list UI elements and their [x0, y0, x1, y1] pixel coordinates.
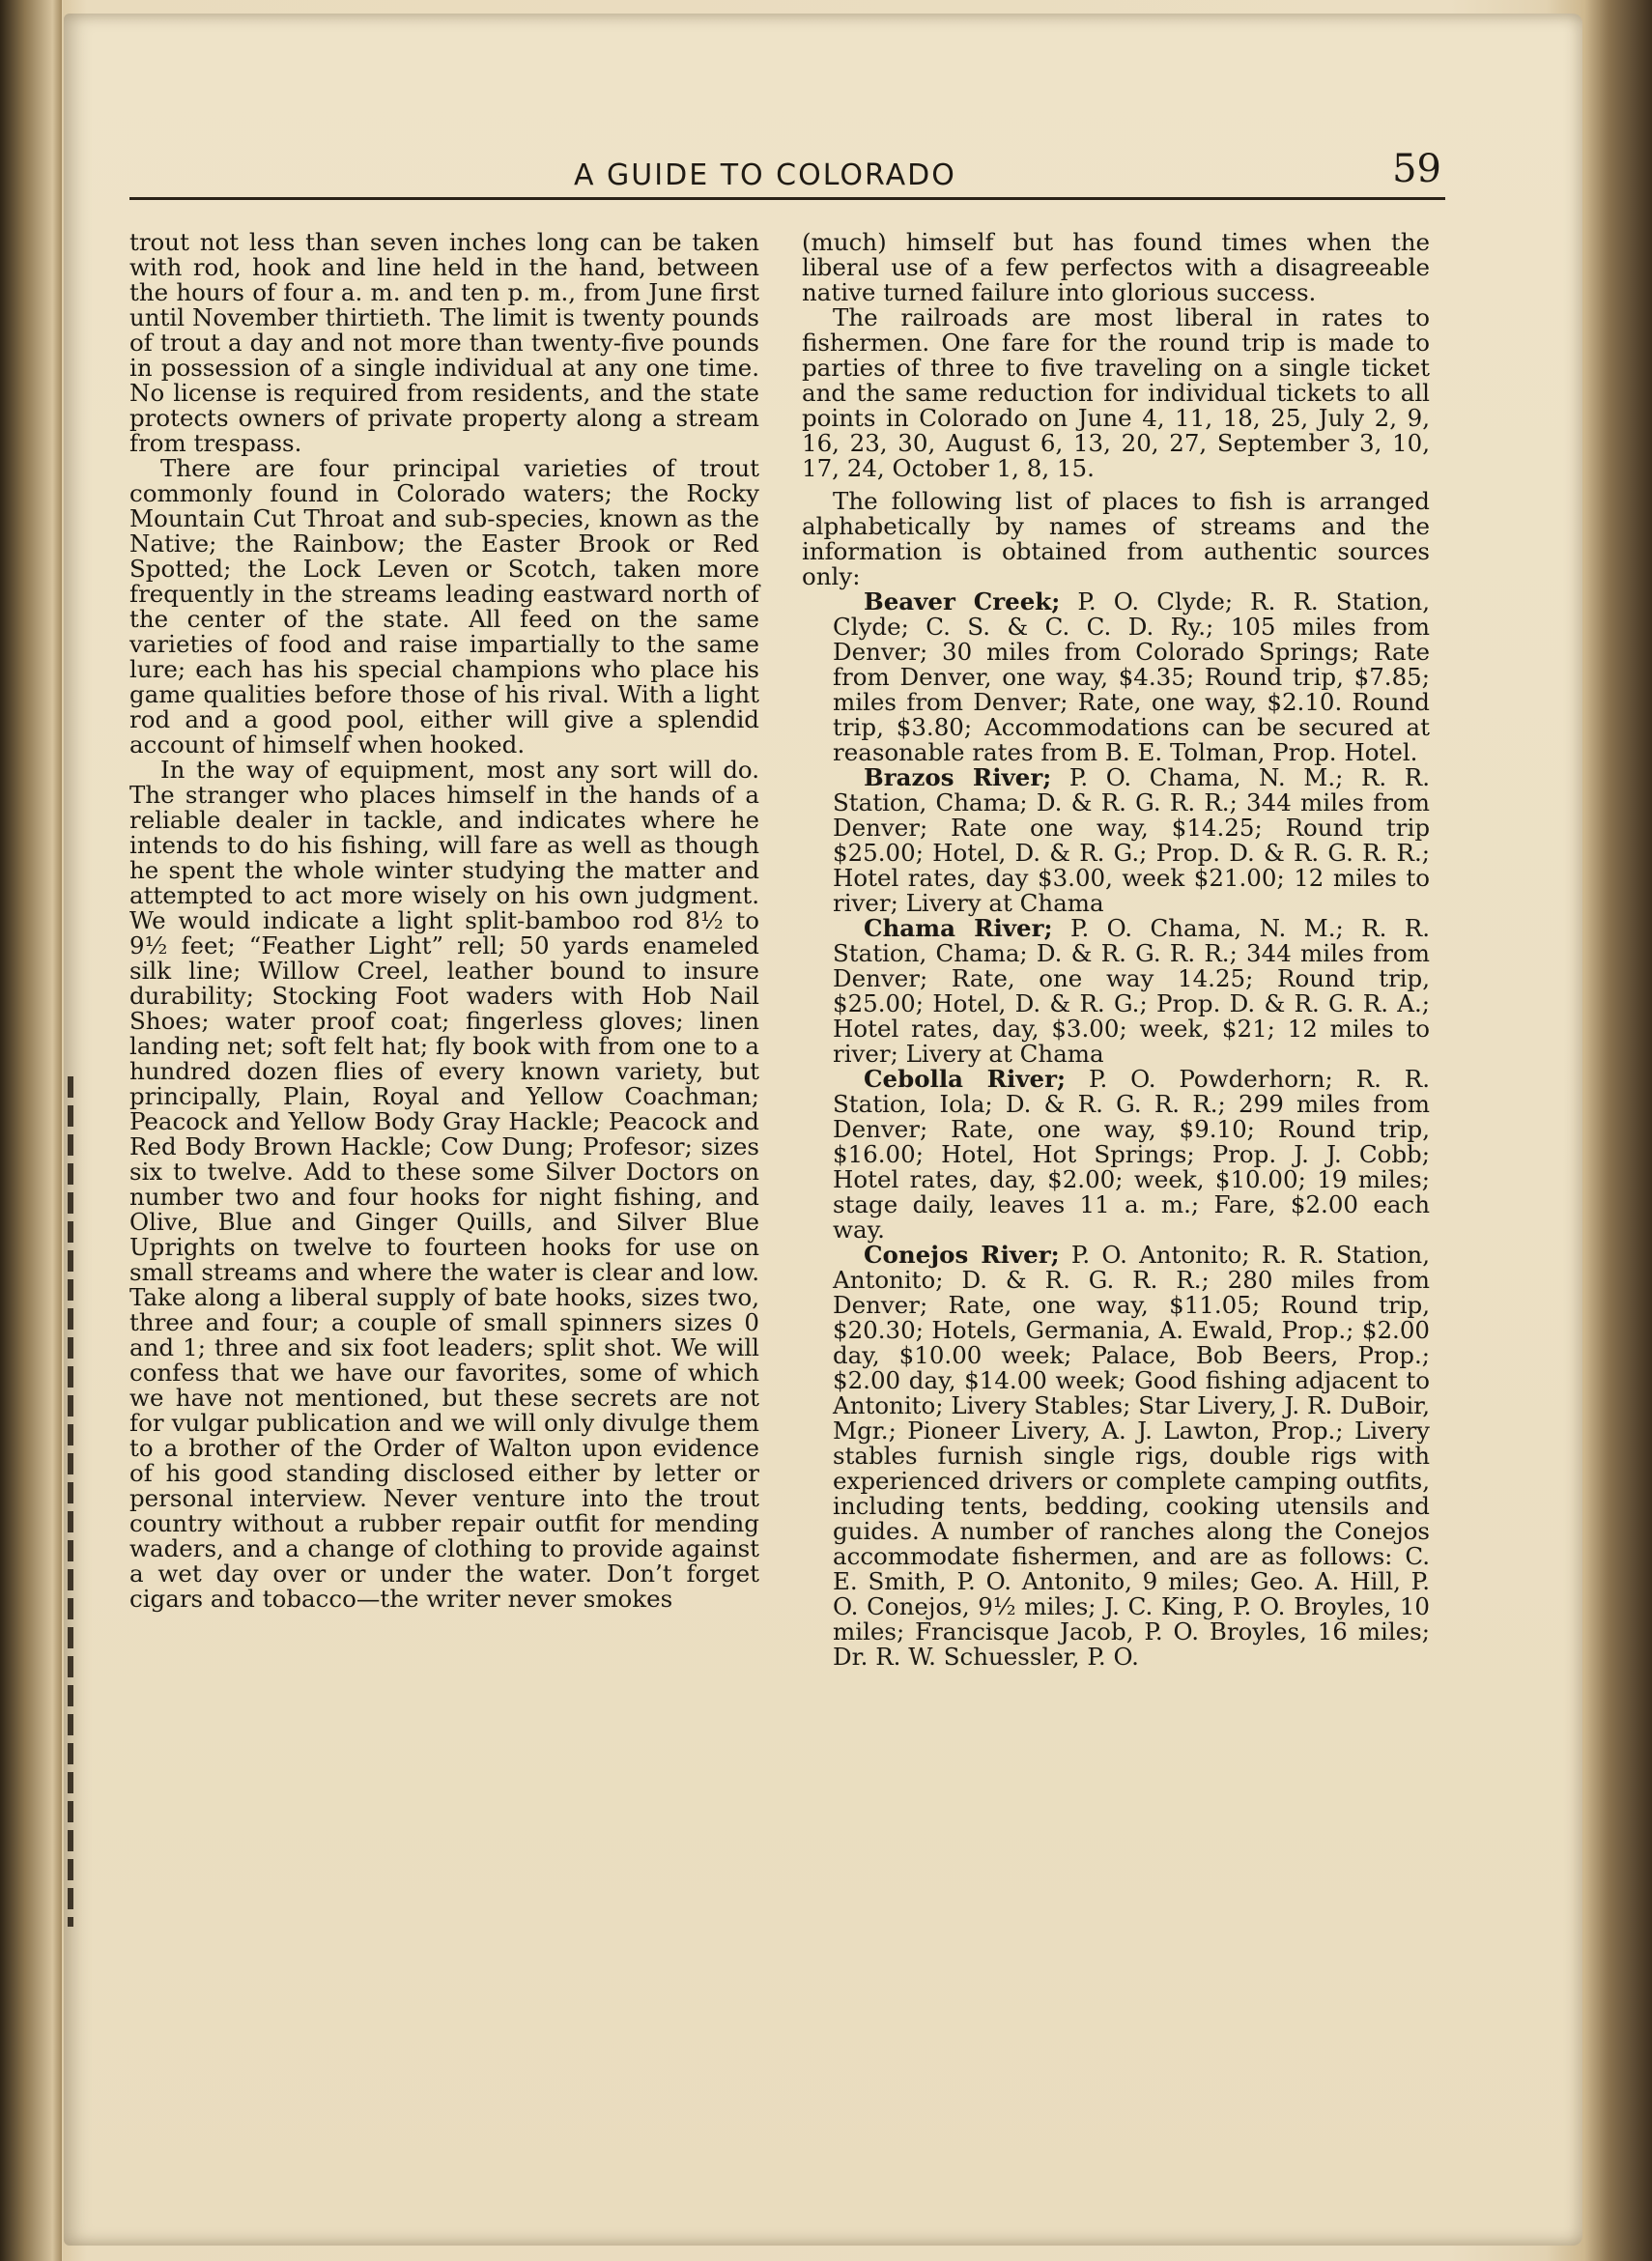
paragraph: The following list of places to fish is arranged alphabetically by names of streams and the information is obtained from authentic sources only: [802, 487, 1430, 590]
list-item [802, 1067, 1430, 1243]
stream-name: Brazos River; [864, 763, 1052, 791]
list-item [802, 916, 1430, 1067]
previous-page-edge [0, 0, 62, 2261]
right-column [802, 230, 1430, 1670]
stream-details: P. O. Clyde; R. R. Station, Clyde; C. S. & C. C. D. Ry.; 105 miles from Denver; 30 miles from Colorado Springs; Rate from Denver, one way, $4.35; Round trip, $7.85; miles from Denver; Rate, one way, $2.10. Round trip, $3.80; Accommodations can be secured at reasonable rates from B. E. Tolman, Prop. Hotel. [833, 587, 1430, 766]
running-header [129, 147, 1445, 200]
paragraph: There are four principal varieties of trout commonly found in Colorado waters; the Rocky Mountain Cut Throat and sub-species, known as the Native; the Rainbow; the Easter Brook or Red Spotted; the Lock Leven or Scotch, taken more frequently in the streams leading eastward north of the center of the state. All feed on the same varieties of food and raise impartially to the same lure; each has his special champions who place his game qualities before those of his rival. With a light rod and a good pool, either will give a splendid account of himself when hooked. [129, 454, 759, 758]
list-item [802, 589, 1430, 765]
stream-name: Chama River; [864, 914, 1053, 942]
paragraph: trout not less than seven inches long can be taken with rod, hook and line held in the hand, between the hours of four a. m. and ten p. m., from June first until November thirtieth. The limit is twenty pounds of trout a day and not more than twenty-five pounds in possession of a single individual at any one time. No license is required from residents, and the state protects owners of private property along a stream from trespass. [129, 228, 759, 457]
stream-details: P. O. Chama, N. M.; R. R. Station, Chama; D. & R. G. R. R.; 344 miles from Denver; Rate one way, $14.25; Round trip $25.00; Hotel, D. & R. G.; Prop. D. & R. G. R. R.; Hotel rates, day $3.00, week $21.00; 12 miles to river; Livery at Chama [833, 763, 1430, 917]
stream-details: P. O. Powderhorn; R. R. Station, Iola; D. & R. G. R. R.; 299 miles from Denver; Rate, one way, $9.10; Round trip, $16.00; Hotel, Hot Springs; Prop. J. J. Cobb; Hotel rates, day, $2.00; week, $10.00; 19 miles; stage daily, leaves 11 a. m.; Fare, $2.00 each way. [833, 1065, 1430, 1244]
page-number: 59 [1392, 147, 1441, 191]
stream-details: P. O. Chama, N. M.; R. R. Station, Chama; D. & R. G. R. R.; 344 miles from Denver; Rate, one way 14.25; Round trip, $25.00; Hotel, D. & R. G.; Prop. D. & R. G. R. A.; Hotel rates, day, $3.00; week, $21; 12 miles to river; Livery at Chama [833, 914, 1430, 1068]
left-column [129, 230, 759, 1612]
paragraph: (much) himself but has found times when the liberal use of a few perfectos with a disagreeable native turned failure into glorious success. [802, 228, 1430, 306]
binding-stitching [68, 1076, 73, 1927]
stream-name: Beaver Creek; [864, 587, 1061, 615]
stream-name: Cebolla River; [864, 1065, 1067, 1093]
stream-details: P. O. Antonito; R. R. Station, Antonito; D. & R. G. R. R.; 280 miles from Denver; Rate, one way, $11.05; Round trip, $20.30; Hotels, Germania, A. Ewald, Prop.; $2.00 day, $10.00 week; Palace, Bob Beers, Prop.; $2.00 day, $14.00 week; Good fishing adjacent to Antonito; Livery Stables; Star Livery, J. R. DuBoir, Mgr.; Pioneer Livery, A. J. Lawton, Prop.; Livery stables furnish single rigs, double rigs with experienced drivers or complete camping outfits, including tents, bedding, cooking utensils and guides. A number of ranches along the Conejos accommodate fishermen, and are as follows: C. E. Smith, P. O. Antonito, 9 miles; Geo. A. Hill, P. O. Conejos, 9½ miles; J. C. King, P. O. Broyles, 10 miles; Francisque Jacob, P. O. Broyles, 16 miles; Dr. R. W. Schuessler, P. O. [833, 1241, 1430, 1671]
list-item [802, 765, 1430, 916]
paragraph: The railroads are most liberal in rates to fishermen. One fare for the round trip is made to parties of three to five traveling on a single ticket and the same reduction for individual tickets to all points in Colorado on June 4, 11, 18, 25, July 2, 9, 16, 23, 30, August 6, 13, 20, 27, September 3, 10, 17, 24, October 1, 8, 15. [802, 303, 1430, 482]
running-title: A GUIDE TO COLORADO [574, 158, 956, 192]
list-item [802, 1243, 1430, 1670]
paragraph: In the way of equipment, most any sort will do. The stranger who places himself in the hands of a reliable dealer in tackle, and indicates where he intends to do his fishing, will fare as well as though he spent the whole winter studying the matter and attempted to act more wisely on his own judgment. We would indicate a light split-bamboo rod 8½ to 9½ feet; “Feather Light” rell; 50 yards enameled silk line; Willow Creel, leather bound to insure durability; Stocking Foot waders with Hob Nail Shoes; water proof coat; fingerless gloves; linen landing net; soft felt hat; fly book with from one to a hundred dozen flies of every known variety, but principally, Plain, Royal and Yellow Coachman; Peacock and Yellow Body Gray Hackle; Peacock and Red Body Brown Hackle; Cow Dung; Profesor; sizes six to twelve. Add to these some Silver Doctors on number two and four hooks for night fishing, and Olive, Blue and Ginger Quills, and Silver Blue Uprights on twelve to fourteen hooks for use on small streams and where the water is clear and low. Take along a liberal supply of bate hooks, sizes two, three and four; a couple of small spinners sizes 0 and 1; three and six foot leaders; split shot. We will confess that we have our favorites, some of which we have not mentioned, but these secrets are not for vulgar publication and we will only divulge them to a brother of the Order of Walton upon evidence of his good standing disclosed either by letter or personal interview. Never venture into the trout country without a rubber repair outfit for mending waders, and a change of clothing to provide against a wet day over or under the water. Don’t forget cigars and tobacco—the writer never smokes [129, 756, 759, 1613]
stream-name: Conejos River; [864, 1241, 1060, 1269]
